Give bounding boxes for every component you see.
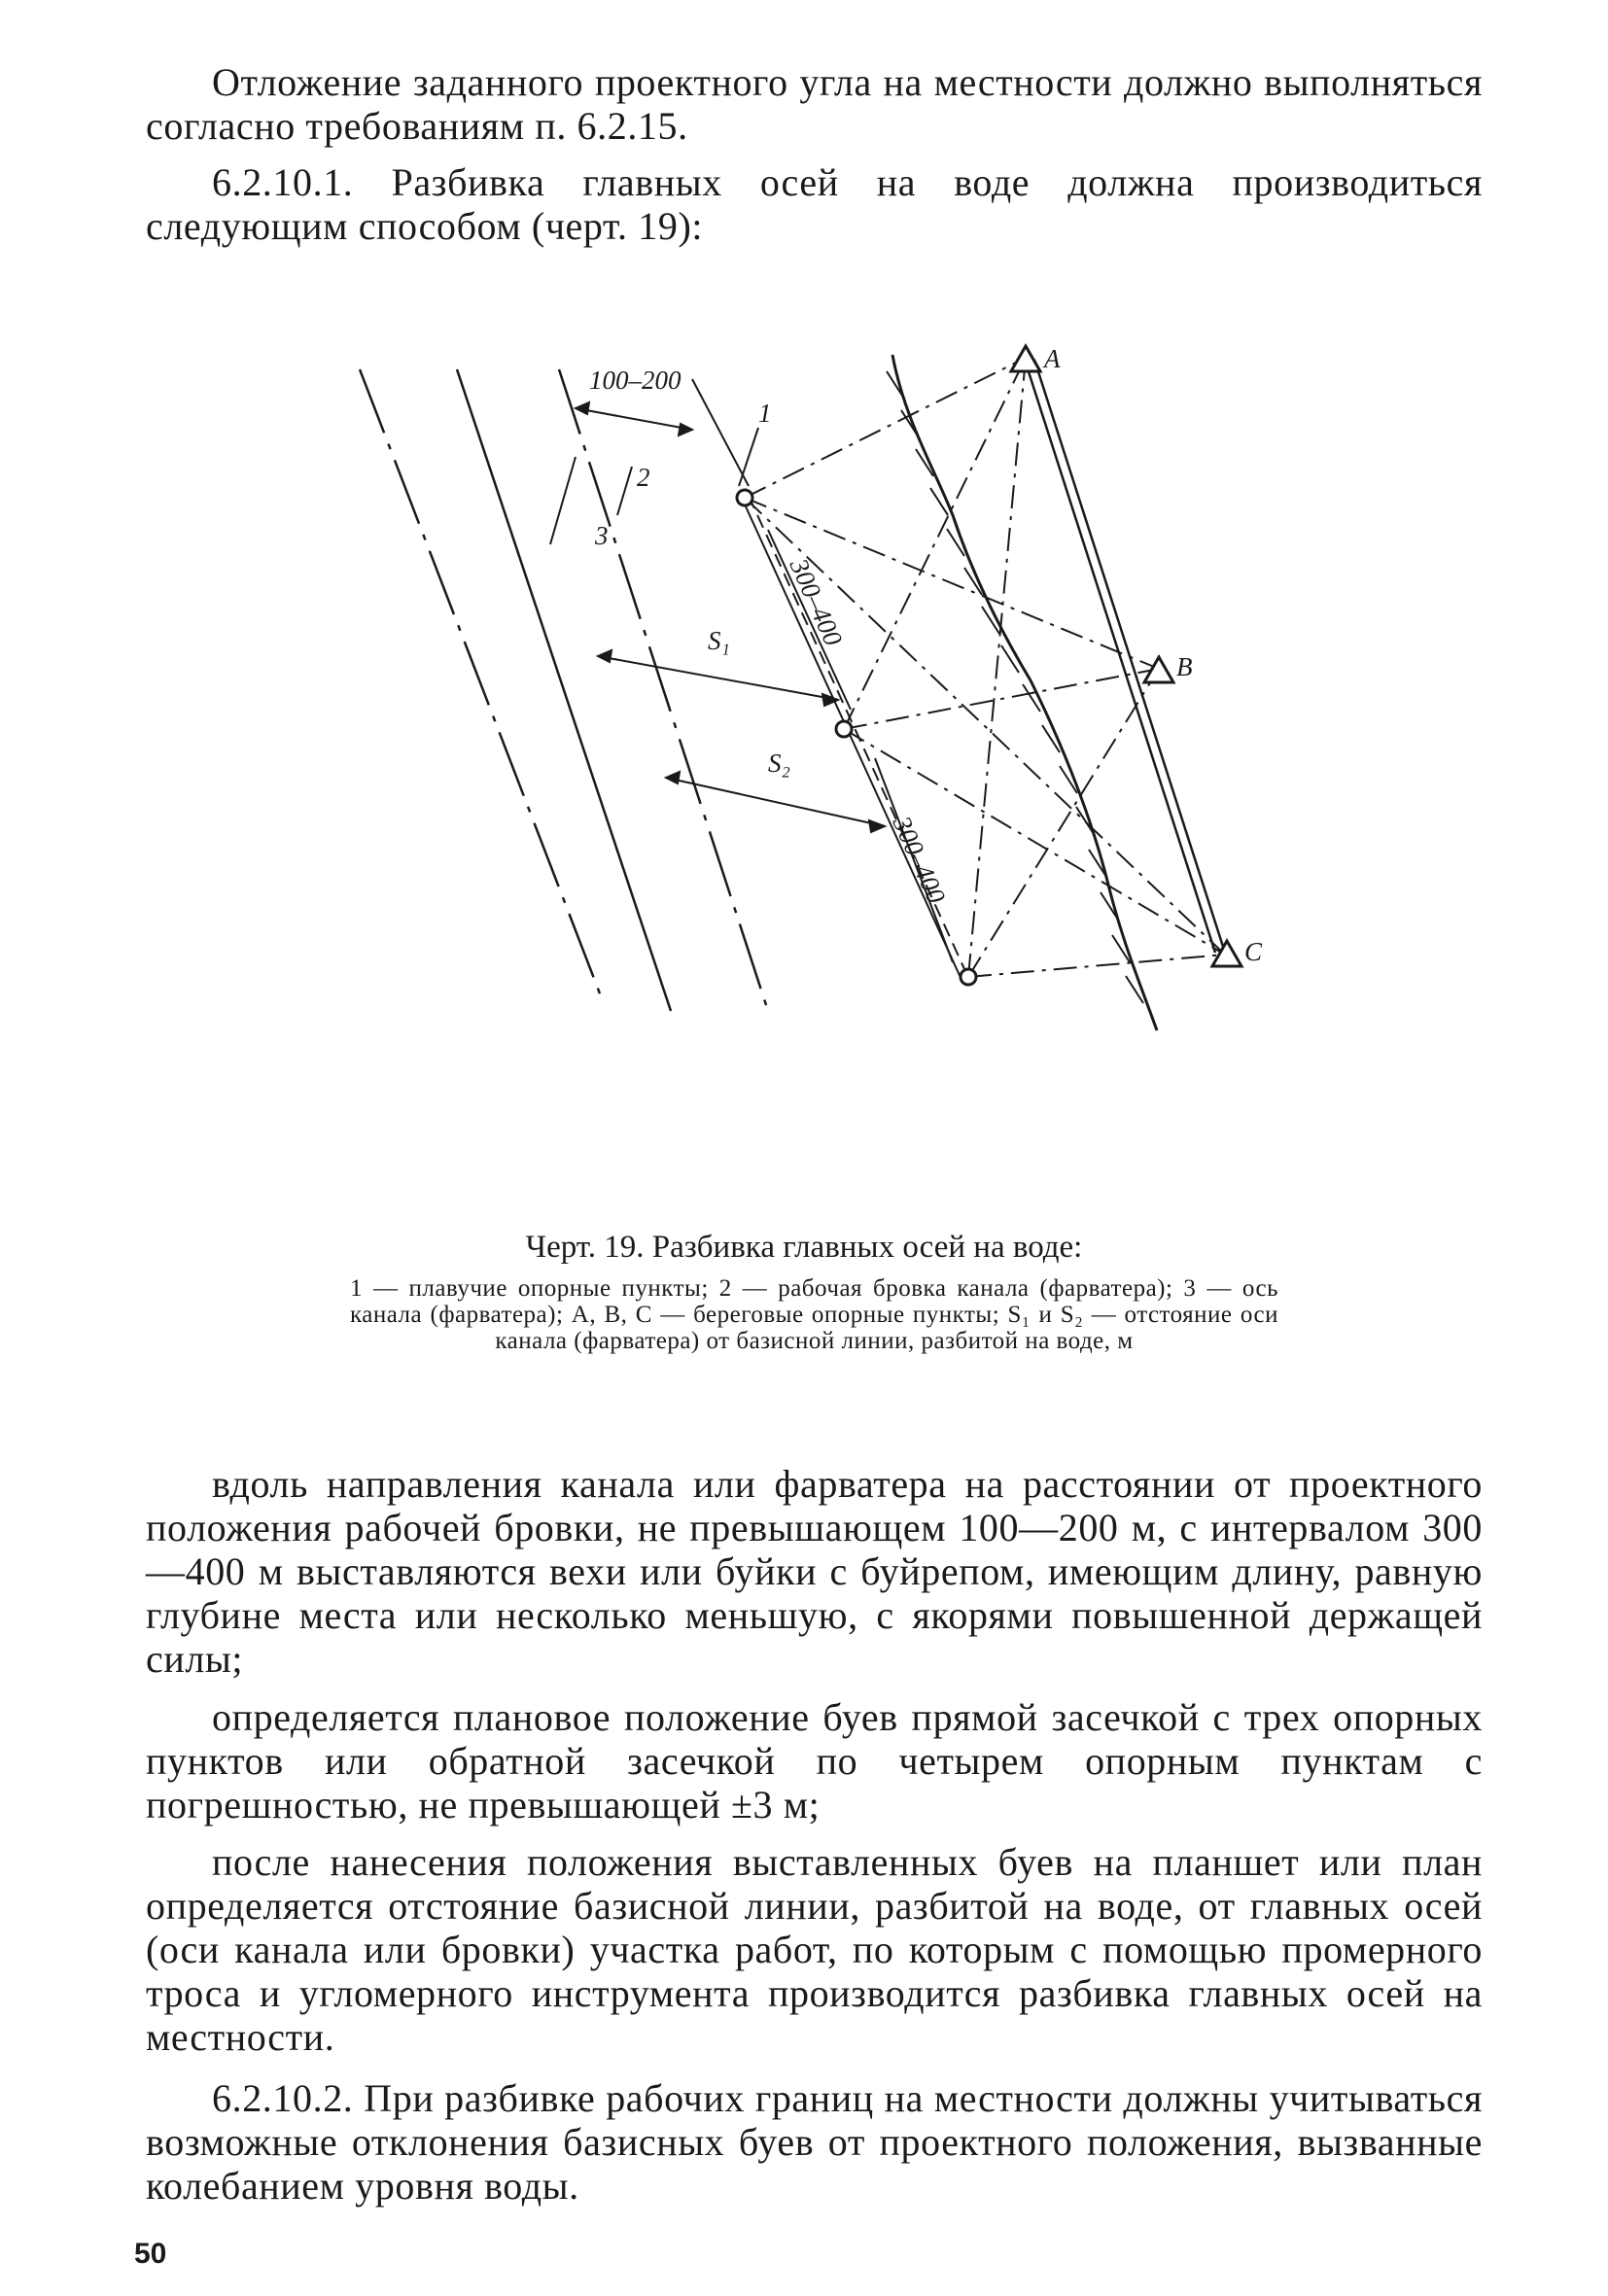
shoreline-hatching xyxy=(887,371,1143,1003)
label-dim-s2: 300–400 xyxy=(887,812,952,908)
figure-19 xyxy=(321,340,1342,1040)
label-s1: S₁ xyxy=(708,626,730,655)
label-point-b: B xyxy=(1176,652,1193,681)
label-num-3: 3 xyxy=(595,521,609,550)
axis-line-3 xyxy=(360,369,603,1001)
working-edge-line-2 xyxy=(559,369,768,1011)
paragraph-buoys-placement: вдоль направления канала или фарватера на расстоянии от проектного положения рабочей бровки, не превышающем 100—200 м, с интервалом 300—400 м выставляются вехи или буйки с буйрепом, имеющим длину, равную глубине места или несколько меньшую, с якорями повышенной держащей силы; xyxy=(146,1462,1483,1681)
floating-point-3 xyxy=(961,969,976,985)
paragraph-intro: Отложение заданного проектного угла на местности должно выполняться согласно требованиям п. 6.2.15. xyxy=(146,60,1483,148)
label-dim-top: 100–200 xyxy=(589,365,682,395)
floating-point-2 xyxy=(836,721,852,737)
label-point-c: C xyxy=(1244,937,1263,966)
dimension-lines xyxy=(550,379,953,962)
label-point-a: A xyxy=(1044,344,1061,373)
figure-caption-title: Черт. 19. Разбивка главных осей на воде: xyxy=(525,1230,1083,1265)
label-dim-s1: 300–400 xyxy=(784,554,849,650)
label-s2: S₂ xyxy=(768,748,790,778)
label-num-1: 1 xyxy=(758,399,772,428)
paragraph-buoys-position: определяется плановое положение буев прямой засечкой с трех опорных пунктов или обратной засечкой по четырем опорным пунктам с погрешностью, не превышающей ±3 м; xyxy=(146,1695,1483,1826)
shore-point-c-icon xyxy=(1212,941,1241,966)
floating-point-1 xyxy=(737,490,752,505)
paragraph-base-line-offset: после нанесения положения выставленных буев на планшет или план определяется отстояние базисной линии, разбитой на воде, от главных осей (оси канала или бровки) участка работ, по которым с помощью промерного троса и угломерного инструмента производится разбивка главных осей на местности. xyxy=(146,1840,1483,2059)
shore-point-a-icon xyxy=(1011,346,1040,371)
base-line xyxy=(741,496,962,982)
shoreline xyxy=(892,355,1157,1030)
paragraph-6-2-10-1: 6.2.10.1. Разбивка главных осей на воде должна производиться следующим способом (черт. 19): xyxy=(146,160,1483,248)
label-num-2: 2 xyxy=(637,463,650,492)
figure-19-drawing xyxy=(321,340,1342,1040)
paragraph-6-2-10-2: 6.2.10.2. При разбивке рабочих границ на местности должны учитываться возможные отклонения базисных буев от проектного положения, вызванные колебанием уровня воды. xyxy=(146,2076,1483,2208)
page-number: 50 xyxy=(134,2238,167,2270)
figure-caption-legend: 1 — плавучие опорные пункты; 2 — рабочая бровка канала (фарватера); 3 — ось канала (фарватера); A, B, C — береговые опорные пункты; S₁ и S₂ — отстояние оси канала (фарватера) от базисной линии, разбитой на воде, м xyxy=(350,1275,1278,1354)
